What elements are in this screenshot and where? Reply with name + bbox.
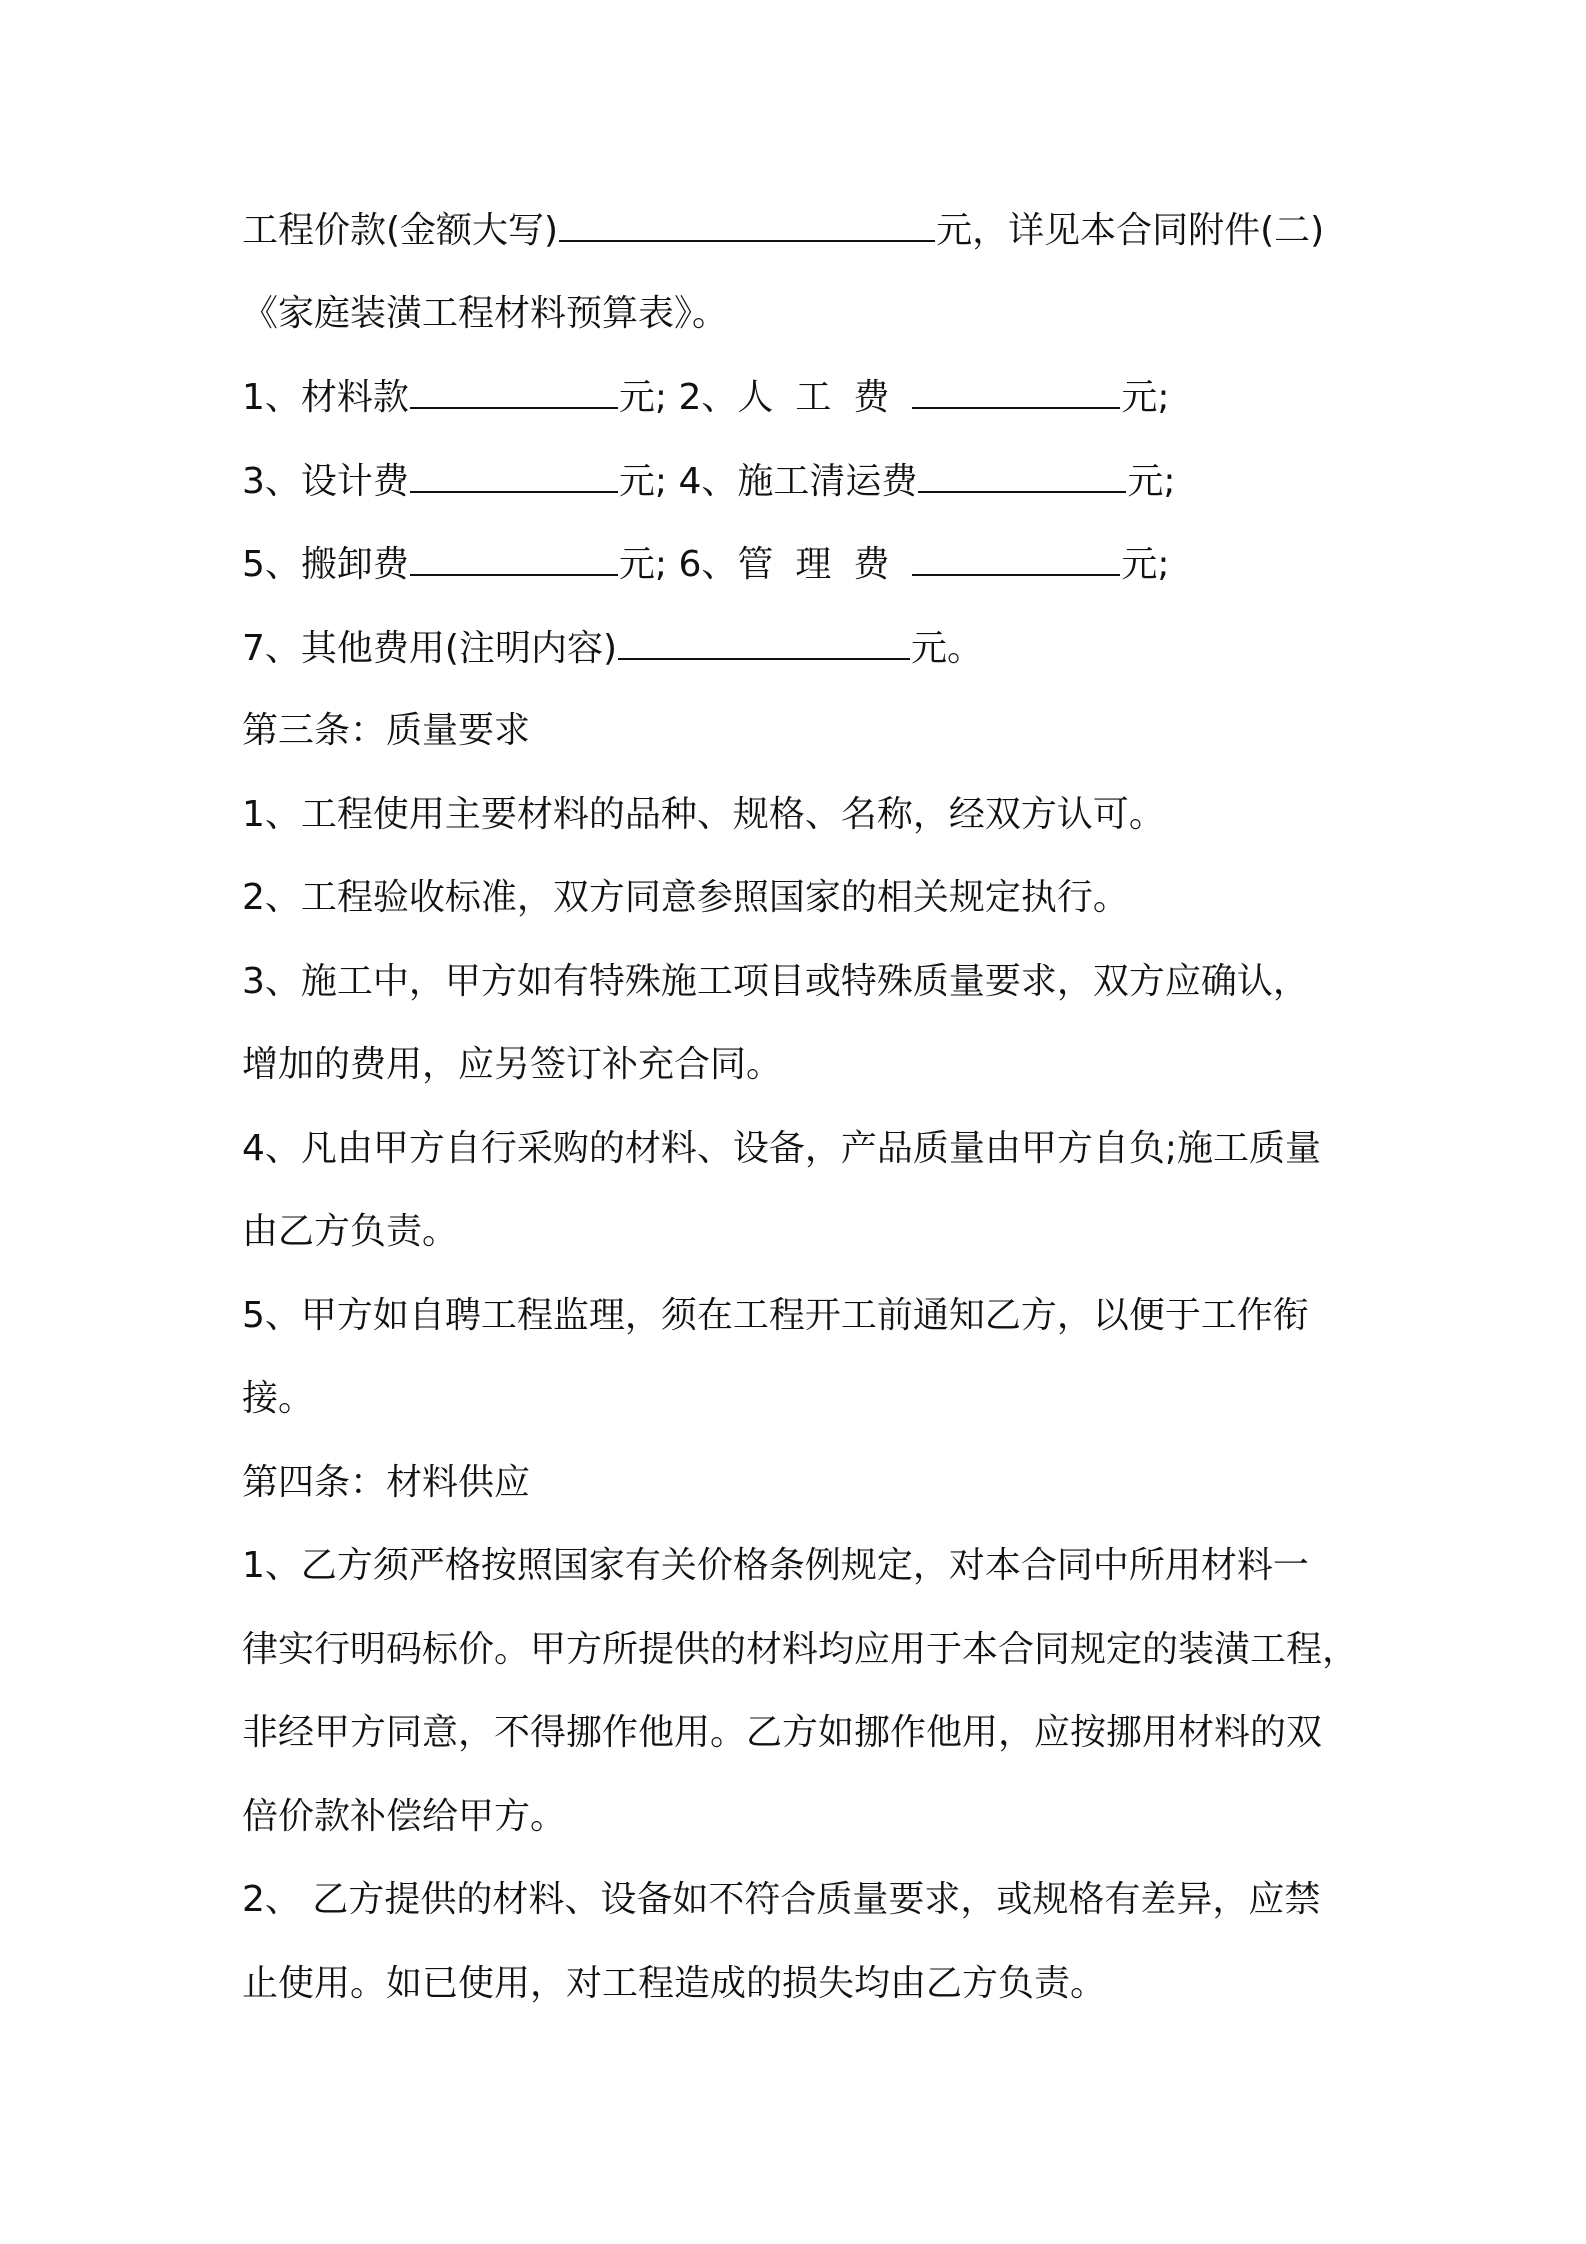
text-segment: 3、设计费 [242,460,409,502]
section-heading-materials: 第四条：材料供应 [242,1461,531,1503]
text-segment: 7、其他费用(注明内容) [242,627,617,669]
contract-price-line [242,200,1382,284]
text-segment: 元，详见本合同附件(二) [936,210,1325,251]
text-segment: 5、搬卸费 [242,544,409,585]
budget-table-reference [242,284,1382,368]
labor-fee-blank [912,367,1120,409]
price-blank [559,200,935,242]
design-fee-blank [410,451,618,493]
handling-fee-blank [410,534,618,576]
paragraph-line: 4、凡由甲方自行采购的材料、设备，产品质量由甲方自负;施工质量 [242,1127,1322,1169]
paragraph-line: 1、工程使用主要材料的品种、规格、名称，经双方认可。 [242,793,1165,835]
paragraph-line: 接。 [242,1378,315,1419]
management-fee-label: 管理费 [737,544,912,585]
paragraph-line: 2、工程验收标准，双方同意参照国家的相关规定执行。 [242,877,1129,918]
text-segment: 元。 [911,627,984,669]
text-segment: 元; [1121,377,1170,418]
management-fee-blank [912,534,1120,576]
section-heading-quality: 第三条：质量要求 [242,710,531,751]
paragraph-line: 2、 乙方提供的材料、设备如不符合质量要求，或规格有差异，应禁 [242,1879,1321,1920]
paragraph-line: 1、乙方须严格按照国家有关价格条例规定，对本合同中所用材料一 [242,1545,1309,1586]
fee-line-3-4 [242,451,1382,535]
text-segment: 元; 4、施工清运费 [618,460,918,502]
other-fee-blank [618,618,910,660]
fee-line-1-2 [242,367,1382,451]
text-segment: 1、材料款 [242,377,409,418]
cleanup-fee-blank [918,451,1126,493]
paragraph-line: 增加的费用，应另签订补充合同。 [242,1044,783,1085]
fee-line-5-6 [242,534,1382,618]
text-segment: 元; [1127,460,1176,502]
text-segment: 元; 2、 [618,377,738,418]
paragraph-line: 倍价款补偿给甲方。 [242,1795,567,1837]
document-page [242,200,1382,2037]
text-segment: 元; [1121,544,1170,585]
paragraph-line: 5、甲方如自聘工程监理，须在工程开工前通知乙方，以便于工作衔 [242,1294,1309,1336]
material-fee-blank [410,367,618,409]
text-segment: 元; 6、 [618,544,738,585]
paragraph-line: 止使用。如已使用，对工程造成的损失均由乙方负责。 [242,1962,1107,2004]
paragraph-line: 律实行明码标价。甲方所提供的材料均应用于本合同规定的装潢工程， [242,1628,1359,1670]
labor-fee-label: 人工费 [737,377,912,418]
paragraph-line: 由乙方负责。 [242,1211,459,1252]
text-segment: 工程价款(金额大写) [242,210,559,251]
text-segment: 《家庭装潢工程材料预算表》。 [242,292,729,334]
fee-line-7 [242,618,1382,702]
paragraph-line: 非经甲方同意，不得挪作他用。乙方如挪作他用，应按挪用材料的双 [242,1712,1323,1753]
paragraph-line: 3、施工中，甲方如有特殊施工项目或特殊质量要求，双方应确认， [242,960,1309,1002]
